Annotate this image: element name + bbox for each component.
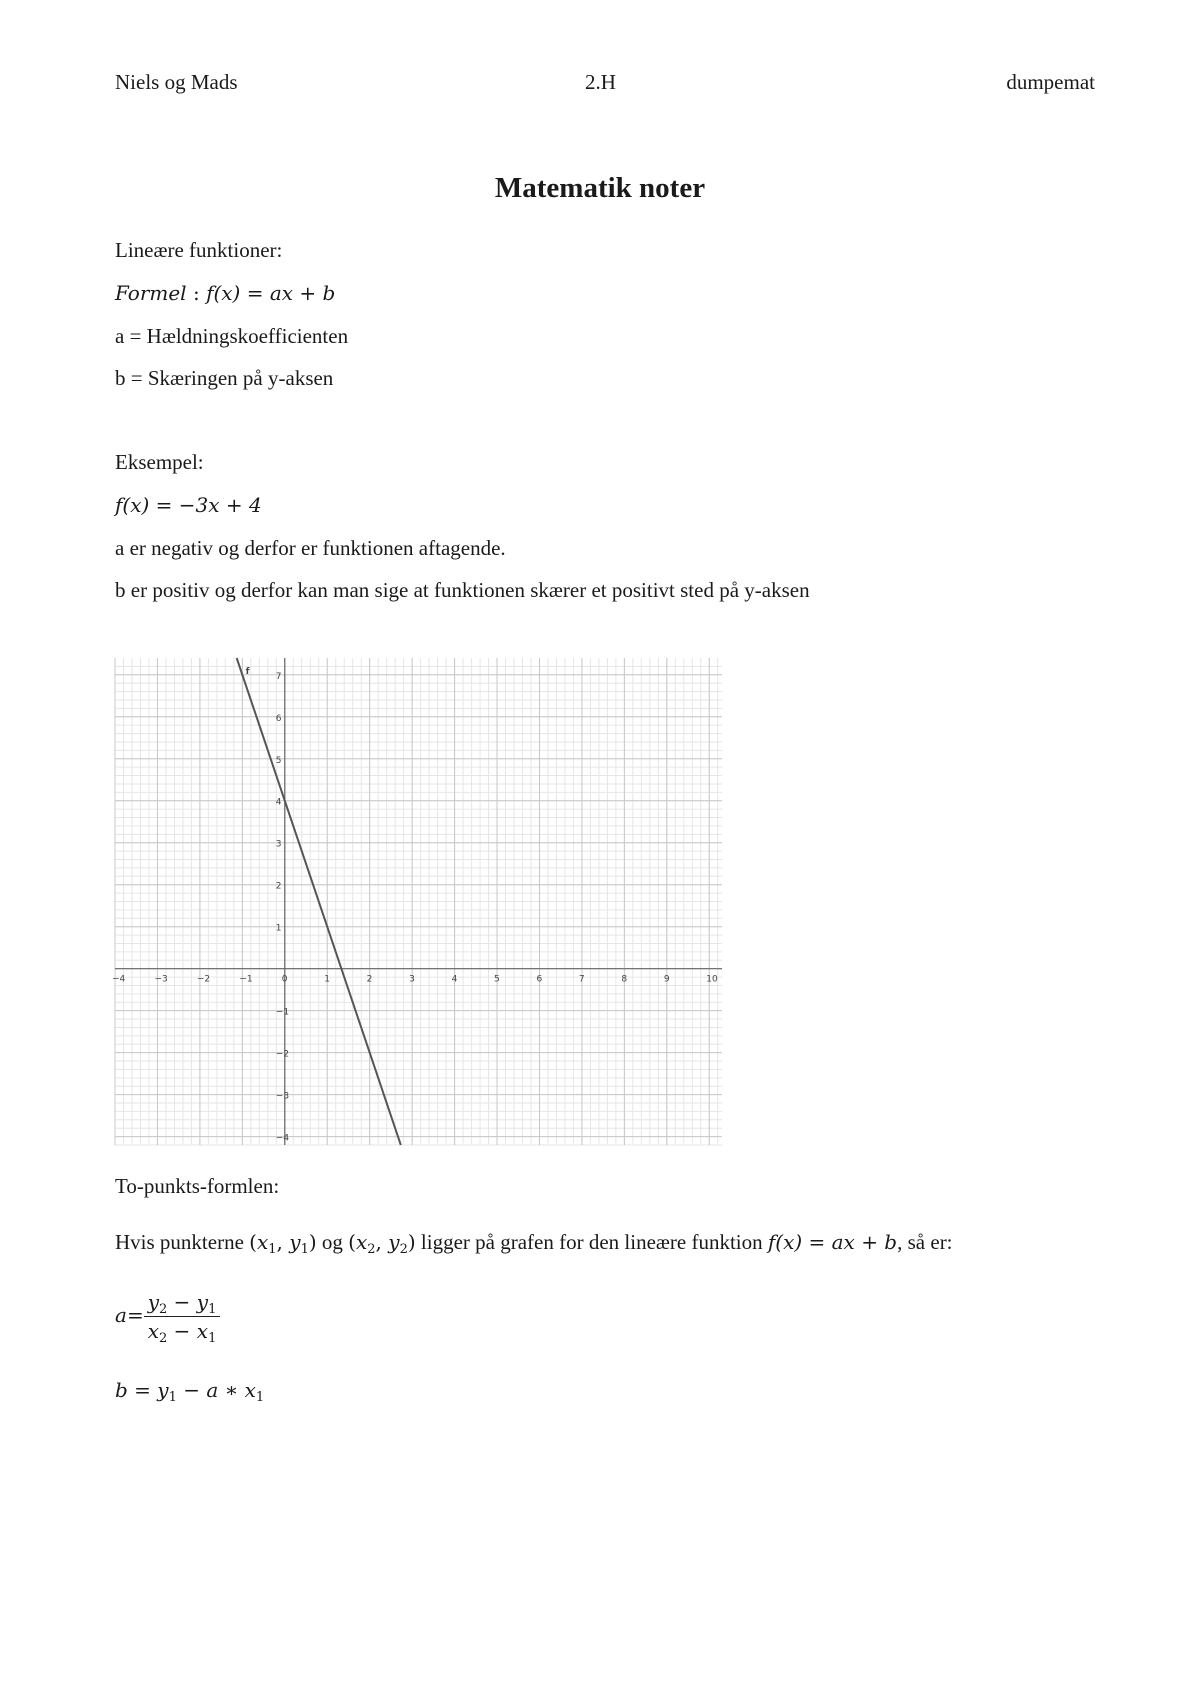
x-tick-label: 9 [663, 974, 670, 985]
slope-denominator: $x_2 - x_1$ [147, 1319, 217, 1346]
point-2: ($x_2$, $y_2$) [348, 1230, 416, 1257]
x-tick-label: −3 [154, 974, 168, 985]
example-heading: Eksempel: [115, 450, 204, 474]
graph-svg [112, 658, 722, 1145]
intro-og: og [321, 1230, 343, 1254]
example-text-b: b er positiv og derfor kan man sige at funktionen skærer et positivt sted på y-aksen [115, 578, 810, 602]
header-subject: dumpemat [1006, 70, 1095, 94]
header-class: 2.H [585, 70, 616, 94]
y-tick-label: 3 [275, 839, 282, 850]
point-1: ($x_1$, $y_1$) [249, 1230, 317, 1257]
intro-start: Hvis punkterne [115, 1230, 244, 1254]
header-author: Niels og Mads [115, 70, 238, 94]
x-tick-label: −1 [239, 974, 253, 985]
function-label: f [245, 667, 250, 677]
slope-numerator: $y_2 - y_1$ [144, 1290, 221, 1317]
x-tick-label: −4 [112, 974, 126, 985]
slope-definition: a = Hældningskoefficienten [115, 324, 349, 348]
example-text-a: a er negativ og derfor er funktionen aftagende. [115, 536, 506, 560]
x-tick-label: 5 [494, 974, 500, 985]
intro-function: f(x) = ax + b [767, 1230, 898, 1254]
x-tick-label: 10 [706, 974, 718, 985]
x-tick-label: 2 [366, 974, 373, 985]
two-point-intro [115, 1230, 953, 1255]
y-tick-label: 4 [275, 797, 282, 808]
intro-mid: ligger på grafen for den lineære funktion [420, 1230, 763, 1254]
formula-label: Formel [115, 281, 187, 305]
example-function: f(x) = −3x + 4 [115, 493, 262, 517]
x-tick-label: 6 [536, 974, 543, 985]
y-tick-label: −4 [275, 1133, 290, 1144]
x-tick-label: 0 [281, 974, 288, 985]
intercept-definition: b = Skæringen på y-aksen [115, 366, 334, 390]
y-tick-label: −3 [275, 1091, 290, 1102]
x-tick-label: 7 [578, 974, 585, 985]
y-tick-label: −1 [275, 1007, 290, 1018]
formula-expression: f(x) = ax + b [206, 281, 336, 305]
y-tick-label: −2 [275, 1049, 290, 1060]
x-tick-label: −2 [196, 974, 211, 985]
intro-end: , så er: [897, 1230, 953, 1254]
formula-line: Formel : f(x) = ax + b [115, 281, 336, 305]
slope-fraction [144, 1290, 221, 1346]
x-tick-label: 4 [451, 974, 458, 985]
y-tick-label: 5 [275, 755, 282, 766]
y-tick-label: 7 [275, 671, 282, 682]
linear-functions-heading: Lineære funktioner: [115, 238, 283, 262]
y-tick-label: 2 [275, 881, 282, 892]
y-tick-label: 1 [275, 923, 282, 934]
x-tick-label: 8 [621, 974, 628, 985]
two-point-heading: To-punkts-formlen: [115, 1174, 280, 1198]
intercept-formula: $b = y_1 - a$ ∗ $x_1$ [115, 1378, 265, 1405]
x-tick-label: 3 [409, 974, 415, 985]
page-title: Matematik noter [494, 172, 706, 204]
y-tick-label: 6 [275, 713, 282, 724]
slope-formula: a= $\frac{y_2 - y_1}{x_2 - x_1}$ [115, 1290, 220, 1343]
x-tick-label: 1 [324, 974, 330, 985]
function-graph [112, 658, 722, 1145]
